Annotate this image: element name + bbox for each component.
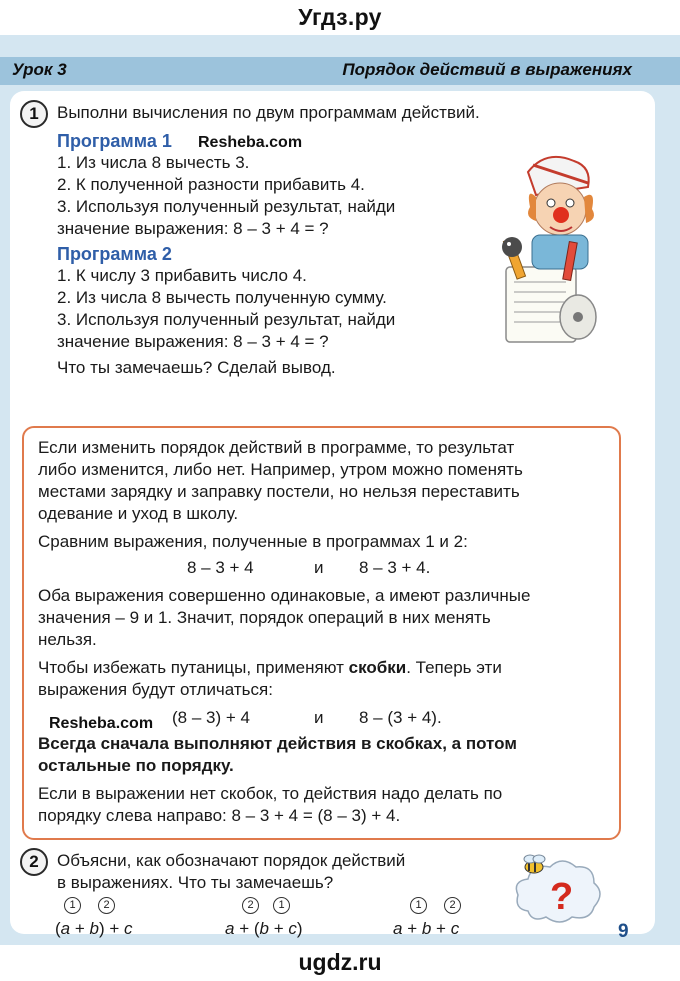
page-number: 9 [618,921,629,942]
order-circle: 2 [242,897,259,914]
brackets-text-end: . Теперь эти [406,658,502,677]
program2-line: значение выражения: 8 – 3 + 4 = ? [57,332,329,351]
expression-1 [55,919,133,939]
rule-text-line: Оба выражения совершенно одинаковые, а имеют различные [38,586,531,605]
expr-part: + [70,919,90,938]
task-number-badge: 1 [20,100,48,128]
question-cloud-icon [510,851,605,926]
compare-line: Сравним выражения, полученные в программах 1 и 2: [38,532,468,551]
program2-line: 1. К числу 3 прибавить число 4. [57,266,307,285]
expr-var: b [259,919,269,938]
expr-part: + [402,919,422,938]
expr-part: + ( [234,919,260,938]
task-number-badge: 2 [20,848,48,876]
expr-var: c [450,919,460,938]
rule-box [22,426,621,840]
rule-text-line: выражения будут отличаться: [38,680,273,699]
rule-text-line: значения – 9 и 1. Значит, порядок операций в них менять [38,608,491,627]
expr-part: + [268,919,289,938]
expr-var: b [89,919,99,938]
program1-line: 1. Из числа 8 вычесть 3. [57,153,250,172]
brackets-text-start: Чтобы избежать путаницы, применяют [38,658,349,677]
program1-title: Программа 1 [57,131,172,151]
rule-text-line: местами зарядку и заправку постели, но нельзя переставить [38,482,520,501]
expr-var: c [288,919,297,938]
expression-3 [393,919,459,939]
site-watermark-bottom: ugdz.ru [298,949,382,975]
and-word: и [314,558,324,577]
bold-rule-line: Всегда сначала выполняют действия в скобках, а потом [38,734,517,753]
task1-conclusion: Что ты замечаешь? Сделай вывод. [57,358,336,377]
rule-text-line: порядку слева направо: 8 – 3 + 4 = (8 – 3) + 4. [38,806,401,825]
expr-part: ) + [98,919,125,938]
and-word: и [314,708,324,727]
expr-part: + [431,919,451,938]
clown-with-scroll-illustration [488,147,603,347]
expr-var: a [225,919,235,938]
order-circle: 2 [444,897,461,914]
task2-line: Объясни, как обозначают порядок действий [57,851,406,870]
program1-line: значение выражения: 8 – 3 + 4 = ? [57,219,329,238]
site-watermark-top: Угдз.ру [298,4,382,30]
expression-program1: 8 – 3 + 4 [187,558,254,577]
expression-with-brackets-a: (8 – 3) + 4 [172,708,250,727]
program2-line: 2. Из числа 8 вычесть полученную сумму. [57,288,387,307]
task1-question: Выполни вычисления по двум программам действий. [57,103,480,122]
expression-program2: 8 – 3 + 4. [359,558,431,577]
program1-line: 2. К полученной разности прибавить 4. [57,175,365,194]
expression-with-brackets-b: 8 – (3 + 4). [359,708,442,727]
resheba-watermark: Resheba.com [49,715,154,732]
expression-2 [225,919,303,939]
brackets-keyword: скобки [348,658,407,677]
resheba-watermark: Resheba.com [198,134,303,151]
rule-text-line: одевание и уход в школу. [38,504,239,523]
svg-text:?: ? [550,876,574,918]
lesson-title: Порядок действий в выражениях [342,60,632,79]
order-circle: 1 [410,897,427,914]
rule-text-line: либо изменится, либо нет. Например, утром можно поменять [38,460,523,479]
rule-text-line: Если в выражении нет скобок, то действия надо делать по [38,784,503,803]
order-circle: 2 [98,897,115,914]
program2-line: 3. Используя полученный результат, найди [57,310,396,329]
expr-var: a [393,919,403,938]
rule-text-line: Если изменить порядок действий в программе, то результат [38,438,515,457]
program1-line: 3. Используя полученный результат, найди [57,197,396,216]
task2-line: в выражениях. Что ты замечаешь? [57,873,334,892]
expr-var: a [60,919,71,938]
order-circle: 1 [64,897,81,914]
content-card [10,91,655,938]
expr-var: c [124,919,133,938]
expr-part: ) [296,919,303,938]
order-circle: 1 [273,897,290,914]
bold-rule-line: остальные по порядку. [38,756,234,775]
program2-title: Программа 2 [57,244,172,264]
lesson-label: Урок 3 [12,60,67,79]
rule-text-line: нельзя. [38,630,97,649]
expr-var: b [421,919,432,938]
expr-part: ( [55,919,61,938]
brackets-text-line [38,658,502,678]
textbook-page [0,35,680,945]
